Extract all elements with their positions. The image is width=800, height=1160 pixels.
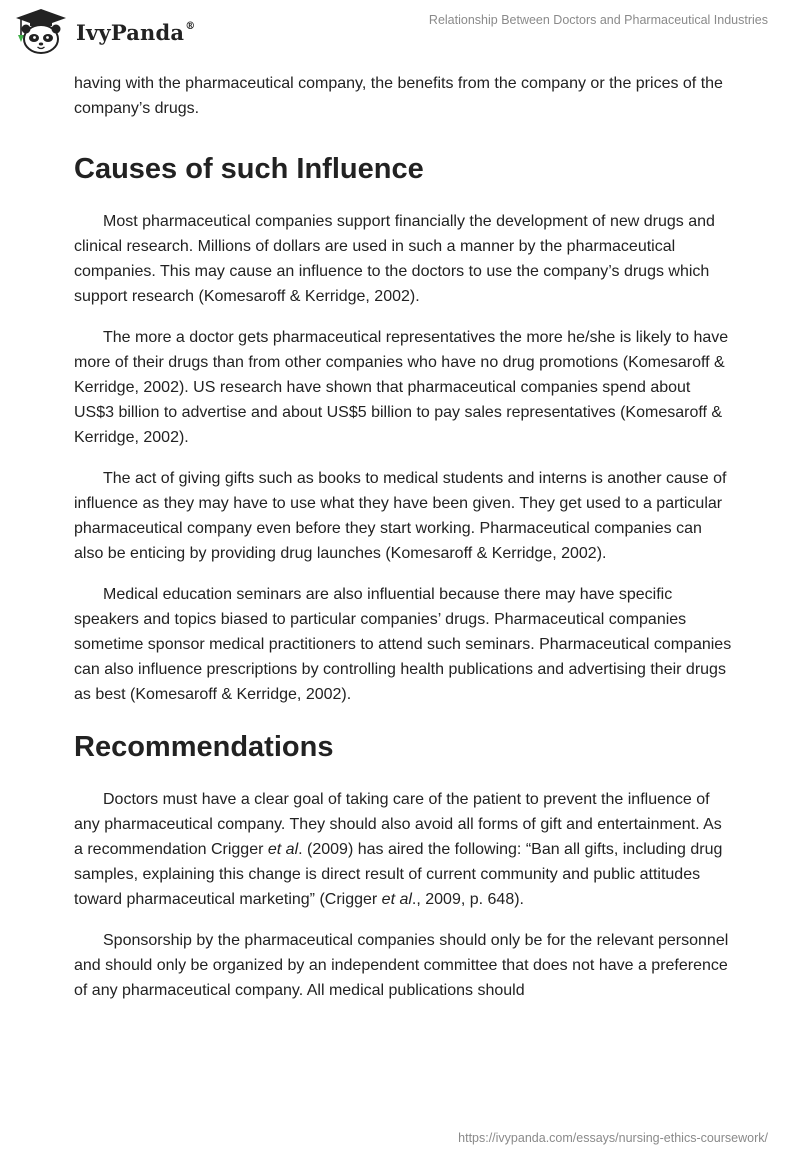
document-title: Relationship Between Doctors and Pharmaceutical Industries [428, 13, 768, 27]
causes-paragraph-1: Most pharmaceutical companies support financially the development of new drugs and clinical research. Millions of dollars are used in such a manner by the pharmaceutical companies. This may cause an influence to the doctors to use the company’s drugs which support research (Komesaroff & Kerridge, 2002). [74, 213, 715, 305]
causes-paragraph-4: Medical education seminars are also influential because there may have specific speakers and topics biased to particular companies’ drugs. Pharmaceutical companies sometime sponsor medical practitioners to attend such seminars. Pharmaceutical companies can also influence prescriptions by controlling health publications and advertising their drugs as best (Komesaroff & Kerridge, 2002). [74, 586, 732, 703]
source-url[interactable]: https://ivypanda.com/essays/nursing-ethics-coursework/ [458, 1131, 768, 1145]
page-header [0, 0, 800, 62]
recommendations-paragraph-2: Sponsorship by the pharmaceutical companies should only be for the relevant personnel and should only be organized by an independent committee that does not have a preference of any pharmaceutical company. All medical publications should [74, 932, 729, 999]
recommendations-heading: Recommendations [74, 731, 334, 763]
causes-heading: Causes of such Influence [74, 153, 424, 185]
intro-continuation-paragraph: having with the pharmaceutical company, the benefits from the company or the prices of the company’s drugs. [74, 75, 723, 117]
essay-content [74, 71, 734, 1019]
recommendations-paragraph-1: Doctors must have a clear goal of taking care of the patient to prevent the influence of any pharmaceutical company. They should also avoid all forms of gift and entertainment. As a recommendation Crigger et al. (2009) has aired the following: “Ban all gifts, including drug samples, explaining this change is direct result of current community and public attitudes toward pharmaceutical marketing” (Crigger et al., 2009, p. 648). [74, 791, 723, 908]
ivypanda-logo[interactable] [14, 8, 195, 54]
registered-mark: ® [185, 20, 196, 32]
panda-graduate-logo-icon [14, 8, 68, 54]
causes-paragraph-3: The act of giving gifts such as books to medical students and interns is another cause of influence as they may have to use what they have been given. They get used to a particular pharmaceutical company even before they start working. Pharmaceutical companies can also be enticing by providing drug launches (Komesaroff & Kerridge, 2002). [74, 470, 727, 562]
causes-paragraph-2: The more a doctor gets pharmaceutical representatives the more he/she is likely to have more of their drugs than from other companies who have no drug promotions (Komesaroff & Kerridge, 2002). US research have shown that pharmaceutical companies spend about US$3 billion to advertise and about US$5 billion to pay sales representatives (Komesaroff & Kerridge, 2002). [74, 329, 729, 446]
brand-name: IvyPanda® [76, 19, 196, 45]
